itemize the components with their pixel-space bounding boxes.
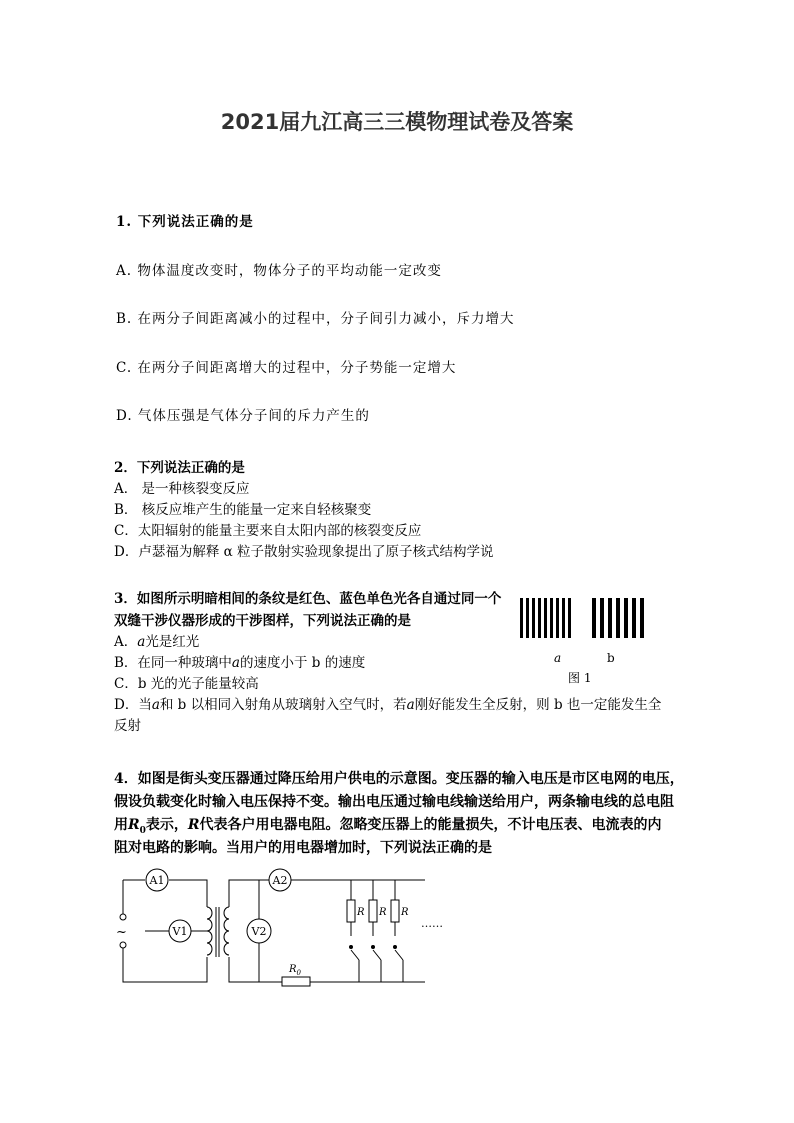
q2-option-a: A． 是一种核裂变反应 (114, 481, 250, 497)
voltmeter-v2-label: V2 (251, 925, 267, 938)
fringe-pattern-b (592, 598, 644, 638)
q3-option-b (114, 653, 365, 674)
q4-stem-line3-a: 用 (114, 817, 128, 833)
q3-option-a (114, 632, 199, 653)
fringe-a-bar-9 (568, 598, 571, 638)
load-resistor-3 (391, 900, 399, 922)
fringe-b-bar-4 (616, 598, 620, 638)
circuit-diagram (105, 862, 465, 1002)
switch-2-contact (371, 945, 375, 949)
ammeter-a1-label: A1 (149, 874, 165, 887)
fringe-label-a: a (554, 651, 562, 665)
q3-option-a-prefix: A． (114, 634, 138, 650)
resistor-r0 (282, 977, 310, 986)
q4-stem-line2: 假设负载变化时输入电压保持不变。输出电压通过输电线输送给用户，两条输电线的总电阻 (114, 794, 674, 810)
q3-stem-line2: 双缝干涉仪器形成的干涉图样，下列说法正确的是 (114, 613, 411, 629)
fringe-a-bar-4 (538, 598, 541, 638)
q2-option-b: B． 核反应堆产生的能量一定来自轻核聚变 (114, 502, 372, 518)
resistor-r0-main: R (289, 964, 297, 975)
fringe-b-bar-5 (624, 598, 628, 638)
q2-option-c: C．太阳辐射的能量主要来自太阳内部的核裂变反应 (114, 523, 422, 539)
switch-1-contact (349, 945, 353, 949)
q4-r-symbol: R (187, 817, 200, 833)
q4-r0-subscript: 0 (139, 825, 146, 836)
q3-option-d-mid: 和 b 以相同入射角从玻璃射入空气时，若 (159, 697, 407, 713)
more-loads-ellipsis: …… (421, 917, 443, 930)
fringe-b-bar-7 (640, 598, 644, 638)
q3-option-b-rest: 的速度小于 b 的速度 (239, 655, 366, 671)
q2-stem: 2．下列说法正确的是 (114, 460, 245, 476)
q3-option-d-line1 (114, 695, 661, 716)
fringe-b-bar-1 (592, 598, 596, 638)
q4-r0-symbol: R (128, 817, 140, 833)
switch-3-contact (393, 945, 397, 949)
q1-option-c: C. 在两分子间距离增大的过程中，分子势能一定增大 (116, 360, 457, 376)
load-resistor-2-label: R (379, 907, 387, 918)
q3-stem-line1: 3．如图所示明暗相间的条纹是红色、蓝色单色光各自通过同一个 (114, 591, 502, 607)
q4-stem-line3-b: 表示， (145, 817, 188, 833)
fringe-a-bar-5 (544, 598, 547, 638)
voltmeter-v1-label: V1 (172, 925, 188, 938)
fringe-a-bar-6 (550, 598, 553, 638)
q3-option-d-prefix: D．当 (114, 697, 152, 713)
q2-option-d: D．卢瑟福为解释 α 粒子散射实验现象提出了原子核式结构学说 (114, 544, 494, 560)
q4-stem-line1: 4．如图是街头变压器通过降压给用户供电的示意图。变压器的输入电压是市区电网的电压， (114, 771, 684, 787)
fringe-figure (510, 590, 670, 690)
load-resistor-2 (369, 900, 377, 922)
q3-option-d-line2: 反射 (114, 718, 141, 734)
fringe-a-bar-7 (556, 598, 559, 638)
q1-stem: 1. 下列说法正确的是 (116, 214, 254, 230)
resistor-r0-sub: 0 (296, 969, 301, 977)
page-title: 2021届九江高三三模物理试卷及答案 (220, 110, 574, 134)
q3-option-d-var: a (151, 697, 160, 713)
q1-option-d: D. 气体压强是气体分子间的斥力产生的 (116, 408, 370, 424)
q3-option-b-var: a (231, 655, 240, 671)
q3-option-a-rest: 光是红光 (145, 634, 200, 650)
ammeter-a2-label: A2 (272, 874, 288, 887)
source-terminal-bottom (120, 942, 126, 948)
q3-option-d-rest: 刚好能发生全反射，则 b 也一定能发生全 (414, 697, 662, 713)
source-terminal-top (120, 914, 126, 920)
fringe-label-b: b (607, 651, 615, 665)
load-resistor-1 (347, 900, 355, 922)
q3-option-c: C．b 光的光子能量较高 (114, 676, 259, 692)
q1-option-b: B. 在两分子间距离减小的过程中，分子间引力减小，斥力增大 (116, 311, 515, 327)
fringe-pattern-a (520, 598, 571, 638)
load-resistor-1-label: R (357, 907, 365, 918)
fringe-b-bar-2 (600, 598, 604, 638)
q4-stem-line3-c: 代表各户用电器电阻。忽略变压器上的能量损失，不计电压表、电流表的内 (199, 817, 662, 833)
fringe-a-bar-2 (526, 598, 529, 638)
fringe-a-bar-1 (520, 598, 523, 638)
figure-caption: 图 1 (568, 671, 592, 685)
q3-option-d-var2: a (406, 697, 415, 713)
fringe-b-bar-3 (608, 598, 612, 638)
ac-source-symbol: ~ (116, 925, 127, 940)
q4-stem-line4: 阻对电路的影响。当用户的用电器增加时，下列说法正确的是 (114, 840, 492, 856)
load-resistor-3-label: R (401, 907, 409, 918)
resistor-r0-label (288, 964, 302, 977)
fringe-a-bar-8 (562, 598, 565, 638)
q1-option-a: A. 物体温度改变时，物体分子的平均动能一定改变 (116, 263, 442, 279)
fringe-a-bar-3 (532, 598, 535, 638)
q3-option-a-var: a (137, 634, 146, 650)
fringe-b-bar-6 (632, 598, 636, 638)
q3-option-b-prefix: B．在同一种玻璃中 (114, 655, 232, 671)
